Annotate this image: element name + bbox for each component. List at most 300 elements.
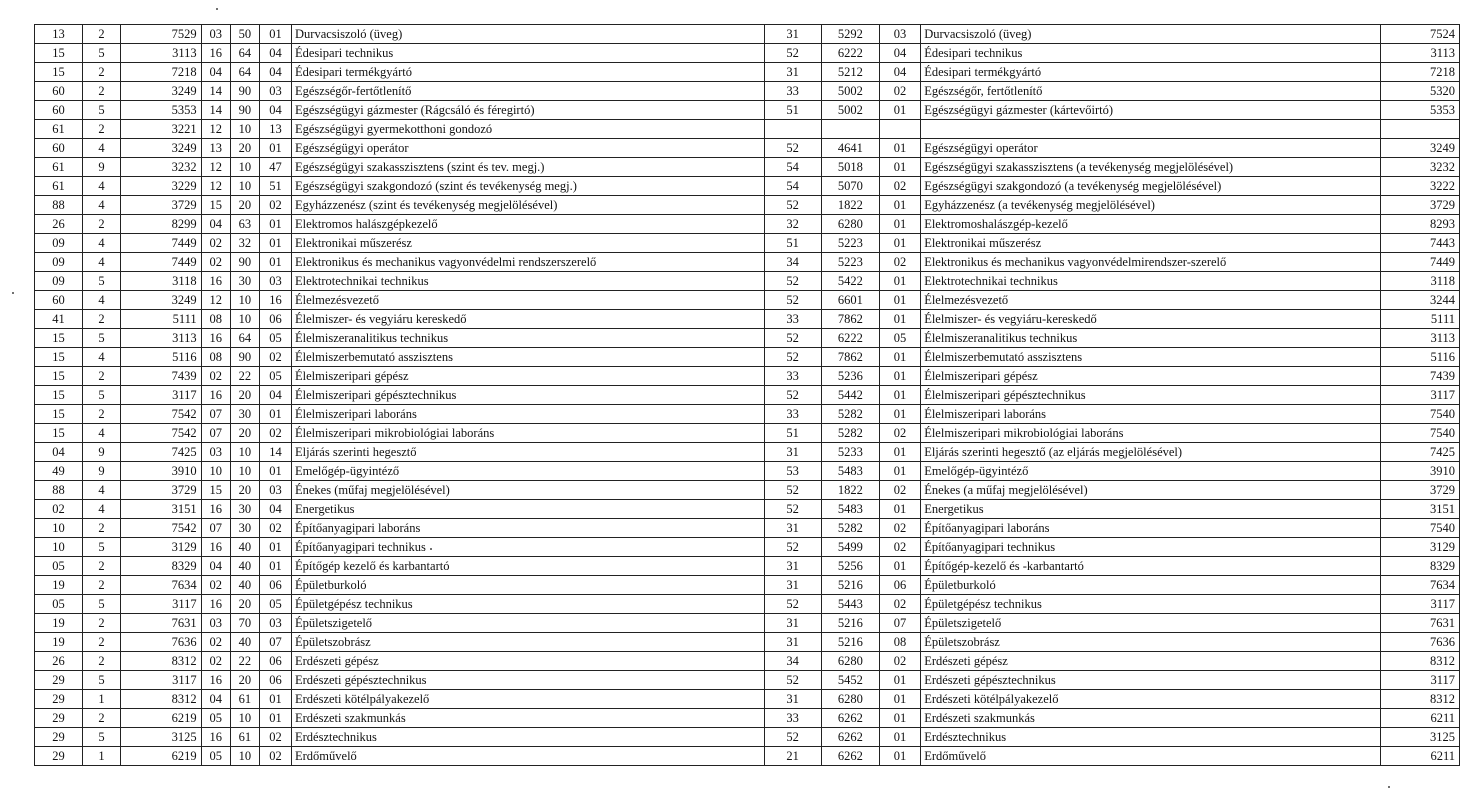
- group-code-cell: 16: [201, 538, 230, 557]
- area-code-cell: 15: [35, 348, 83, 367]
- subgroup-code-cell: 90: [230, 348, 259, 367]
- level-code-cell: 4: [82, 234, 120, 253]
- scan-speck: [12, 292, 14, 294]
- subgroup-code-cell: 30: [230, 519, 259, 538]
- group-code-cell: 05: [201, 709, 230, 728]
- new-feor-code-cell: 7540: [1381, 519, 1460, 538]
- new-occupation-name-cell: Egészségügyi szakasszisztens (a tevékenység megjelölésével): [921, 158, 1381, 177]
- new-serial-cell: 03: [879, 25, 920, 44]
- level-code-cell: 2: [82, 63, 120, 82]
- level-code-cell: 5: [82, 386, 120, 405]
- subgroup-code-cell: 10: [230, 158, 259, 177]
- table-row: [35, 158, 1460, 177]
- serial-code-cell: 01: [260, 462, 292, 481]
- feor-code-cell: 7634: [121, 576, 202, 595]
- feor-code-cell: 6219: [121, 747, 202, 766]
- level-code-cell: 2: [82, 25, 120, 44]
- feor-code-cell: 3910: [121, 462, 202, 481]
- old-occupation-name-cell: Élelmiszeripari gépész: [292, 367, 765, 386]
- new-feor-code-cell: 5111: [1381, 310, 1460, 329]
- new-occupation-name-cell: Élelmiszeripari gépész: [921, 367, 1381, 386]
- table-row: [35, 101, 1460, 120]
- new-occupation-name-cell: Egészségügyi operátor: [921, 139, 1381, 158]
- feor-code-cell: 3249: [121, 82, 202, 101]
- group-code-cell: 15: [201, 196, 230, 215]
- serial-code-cell: 01: [260, 405, 292, 424]
- old-occupation-name-cell: Erdészeti gépésztechnikus: [292, 671, 765, 690]
- serial-code-cell: 02: [260, 348, 292, 367]
- feor-code-cell: 3229: [121, 177, 202, 196]
- new-feor-code-cell: 7634: [1381, 576, 1460, 595]
- level-code-cell: 5: [82, 595, 120, 614]
- new-code-cell: 5223: [821, 253, 879, 272]
- subgroup-code-cell: 61: [230, 690, 259, 709]
- level-code-cell: 2: [82, 633, 120, 652]
- area-code-cell: 15: [35, 63, 83, 82]
- subgroup-code-cell: 10: [230, 291, 259, 310]
- serial-code-cell: 02: [260, 424, 292, 443]
- feor-code-cell: 7542: [121, 405, 202, 424]
- new-occupation-name-cell: Egészségügyi szakgondozó (a tevékenység megjelölésével): [921, 177, 1381, 196]
- new-occupation-name-cell: Erdészeti gépésztechnikus: [921, 671, 1381, 690]
- new-feor-code-cell: 3113: [1381, 44, 1460, 63]
- serial-code-cell: 04: [260, 386, 292, 405]
- level-code-cell: 9: [82, 443, 120, 462]
- old-occupation-name-cell: Egészségügyi operátor: [292, 139, 765, 158]
- group-code-cell: 12: [201, 291, 230, 310]
- area-code-cell: 15: [35, 424, 83, 443]
- level-code-cell: 5: [82, 272, 120, 291]
- group-code-cell: 07: [201, 424, 230, 443]
- new-occupation-name-cell: Épületgépész technikus: [921, 595, 1381, 614]
- area-code-cell: 88: [35, 196, 83, 215]
- area-code-cell: 09: [35, 253, 83, 272]
- serial-code-cell: 02: [260, 728, 292, 747]
- area-code-cell: 29: [35, 747, 83, 766]
- group-code-cell: 14: [201, 82, 230, 101]
- table-row: [35, 481, 1460, 500]
- level-code-cell: 2: [82, 576, 120, 595]
- new-level-cell: 52: [764, 595, 821, 614]
- area-code-cell: 26: [35, 652, 83, 671]
- subgroup-code-cell: 10: [230, 462, 259, 481]
- new-serial-cell: 01: [879, 291, 920, 310]
- new-serial-cell: 01: [879, 139, 920, 158]
- feor-code-cell: 7439: [121, 367, 202, 386]
- level-code-cell: 9: [82, 462, 120, 481]
- new-serial-cell: 04: [879, 63, 920, 82]
- feor-code-cell: 5116: [121, 348, 202, 367]
- area-code-cell: 19: [35, 614, 83, 633]
- feor-code-cell: 3129: [121, 538, 202, 557]
- old-occupation-name-cell: Élelmiszerbemutató asszisztens: [292, 348, 765, 367]
- feor-code-cell: 3118: [121, 272, 202, 291]
- group-code-cell: 15: [201, 481, 230, 500]
- old-occupation-name-cell: Elektromos halászgépkezelő: [292, 215, 765, 234]
- level-code-cell: 4: [82, 291, 120, 310]
- new-code-cell: 5282: [821, 424, 879, 443]
- old-occupation-name-cell: Építőgép kezelő és karbantartó: [292, 557, 765, 576]
- new-occupation-name-cell: Elektronikai műszerész: [921, 234, 1381, 253]
- new-code-cell: 5002: [821, 101, 879, 120]
- new-occupation-name-cell: Élelmiszer- és vegyiáru-kereskedő: [921, 310, 1381, 329]
- new-feor-code-cell: 7540: [1381, 424, 1460, 443]
- feor-code-cell: 3117: [121, 671, 202, 690]
- subgroup-code-cell: 20: [230, 386, 259, 405]
- table-row: [35, 405, 1460, 424]
- old-occupation-name-cell: Egészségügyi gázmester (Rágcsáló és féregirtó): [292, 101, 765, 120]
- feor-code-cell: 3117: [121, 595, 202, 614]
- new-level-cell: [764, 120, 821, 139]
- new-code-cell: 6601: [821, 291, 879, 310]
- new-code-cell: 6222: [821, 44, 879, 63]
- new-feor-code-cell: 3117: [1381, 595, 1460, 614]
- group-code-cell: 02: [201, 367, 230, 386]
- old-occupation-name-cell: Erdészeti szakmunkás: [292, 709, 765, 728]
- old-occupation-name-cell: Erdőművelő: [292, 747, 765, 766]
- new-level-cell: 31: [764, 557, 821, 576]
- serial-code-cell: 13: [260, 120, 292, 139]
- new-serial-cell: 02: [879, 177, 920, 196]
- new-occupation-name-cell: Épületszobrász: [921, 633, 1381, 652]
- table-row: [35, 139, 1460, 158]
- new-level-cell: 31: [764, 25, 821, 44]
- new-level-cell: 21: [764, 747, 821, 766]
- group-code-cell: 16: [201, 329, 230, 348]
- table-row: [35, 291, 1460, 310]
- old-occupation-name-cell: Emelőgép-ügyintéző: [292, 462, 765, 481]
- new-level-cell: 31: [764, 576, 821, 595]
- new-level-cell: 51: [764, 101, 821, 120]
- level-code-cell: 2: [82, 367, 120, 386]
- feor-code-cell: 7636: [121, 633, 202, 652]
- new-occupation-name-cell: Elektrotechnikai technikus: [921, 272, 1381, 291]
- subgroup-code-cell: 20: [230, 424, 259, 443]
- table-row: [35, 25, 1460, 44]
- table-row: [35, 196, 1460, 215]
- feor-code-cell: 3117: [121, 386, 202, 405]
- area-code-cell: 29: [35, 690, 83, 709]
- new-serial-cell: 02: [879, 652, 920, 671]
- old-occupation-name-cell: Élelmezésvezető: [292, 291, 765, 310]
- area-code-cell: 61: [35, 120, 83, 139]
- feor-code-cell: 8312: [121, 652, 202, 671]
- feor-code-cell: 5111: [121, 310, 202, 329]
- table-row: [35, 690, 1460, 709]
- scan-speck: [216, 8, 218, 10]
- area-code-cell: 29: [35, 671, 83, 690]
- new-occupation-name-cell: Emelőgép-ügyintéző: [921, 462, 1381, 481]
- area-code-cell: 02: [35, 500, 83, 519]
- new-feor-code-cell: 6211: [1381, 747, 1460, 766]
- new-serial-cell: 01: [879, 386, 920, 405]
- feor-code-cell: 3151: [121, 500, 202, 519]
- new-occupation-name-cell: Eljárás szerinti hegesztő (az eljárás megjelölésével): [921, 443, 1381, 462]
- group-code-cell: 16: [201, 500, 230, 519]
- level-code-cell: 2: [82, 557, 120, 576]
- area-code-cell: 15: [35, 329, 83, 348]
- new-feor-code-cell: 5320: [1381, 82, 1460, 101]
- area-code-cell: 60: [35, 101, 83, 120]
- old-occupation-name-cell: Energetikus: [292, 500, 765, 519]
- subgroup-code-cell: 10: [230, 310, 259, 329]
- area-code-cell: 60: [35, 139, 83, 158]
- table-row: [35, 595, 1460, 614]
- subgroup-code-cell: 64: [230, 63, 259, 82]
- new-feor-code-cell: 3222: [1381, 177, 1460, 196]
- subgroup-code-cell: 20: [230, 481, 259, 500]
- subgroup-code-cell: 64: [230, 329, 259, 348]
- new-occupation-name-cell: Építőanyagipari technikus: [921, 538, 1381, 557]
- scan-speck: [430, 548, 432, 550]
- new-level-cell: 54: [764, 158, 821, 177]
- new-occupation-name-cell: Elektromoshalászgép-kezelő: [921, 215, 1381, 234]
- new-feor-code-cell: 3232: [1381, 158, 1460, 177]
- new-serial-cell: [879, 120, 920, 139]
- new-feor-code-cell: 8293: [1381, 215, 1460, 234]
- new-occupation-name-cell: Elektronikus és mechanikus vagyonvédelmirendszer-szerelő: [921, 253, 1381, 272]
- new-feor-code-cell: 5116: [1381, 348, 1460, 367]
- table-row: [35, 500, 1460, 519]
- subgroup-code-cell: 70: [230, 614, 259, 633]
- serial-code-cell: 04: [260, 44, 292, 63]
- subgroup-code-cell: 10: [230, 747, 259, 766]
- level-code-cell: 4: [82, 196, 120, 215]
- new-feor-code-cell: 6211: [1381, 709, 1460, 728]
- old-occupation-name-cell: Erdésztechnikus: [292, 728, 765, 747]
- new-serial-cell: 01: [879, 728, 920, 747]
- new-feor-code-cell: 3729: [1381, 481, 1460, 500]
- level-code-cell: 1: [82, 690, 120, 709]
- new-feor-code-cell: 7631: [1381, 614, 1460, 633]
- group-code-cell: 08: [201, 310, 230, 329]
- serial-code-cell: 03: [260, 481, 292, 500]
- new-level-cell: 52: [764, 196, 821, 215]
- new-level-cell: 52: [764, 386, 821, 405]
- serial-code-cell: 06: [260, 576, 292, 595]
- serial-code-cell: 06: [260, 652, 292, 671]
- old-occupation-name-cell: Épületburkoló: [292, 576, 765, 595]
- serial-code-cell: 05: [260, 595, 292, 614]
- new-code-cell: [821, 120, 879, 139]
- level-code-cell: 4: [82, 424, 120, 443]
- old-occupation-name-cell: Egészségőr-fertőtlenítő: [292, 82, 765, 101]
- old-occupation-name-cell: Elektronikai műszerész: [292, 234, 765, 253]
- new-feor-code-cell: 3910: [1381, 462, 1460, 481]
- table-row: [35, 728, 1460, 747]
- new-feor-code-cell: [1381, 120, 1460, 139]
- serial-code-cell: 04: [260, 500, 292, 519]
- serial-code-cell: 01: [260, 253, 292, 272]
- feor-code-cell: 7218: [121, 63, 202, 82]
- new-level-cell: 52: [764, 139, 821, 158]
- new-feor-code-cell: 8329: [1381, 557, 1460, 576]
- group-code-cell: 02: [201, 253, 230, 272]
- level-code-cell: 2: [82, 405, 120, 424]
- subgroup-code-cell: 64: [230, 44, 259, 63]
- new-serial-cell: 01: [879, 443, 920, 462]
- new-occupation-name-cell: Énekes (a műfaj megjelölésével): [921, 481, 1381, 500]
- new-feor-code-cell: 3125: [1381, 728, 1460, 747]
- feor-code-cell: 7425: [121, 443, 202, 462]
- subgroup-code-cell: 20: [230, 139, 259, 158]
- old-occupation-name-cell: Erdészeti kötélpályakezelő: [292, 690, 765, 709]
- level-code-cell: 2: [82, 82, 120, 101]
- new-serial-cell: 07: [879, 614, 920, 633]
- area-code-cell: 15: [35, 44, 83, 63]
- new-occupation-name-cell: Építőanyagipari laboráns: [921, 519, 1381, 538]
- new-occupation-name-cell: [921, 120, 1381, 139]
- new-serial-cell: 05: [879, 329, 920, 348]
- new-serial-cell: 01: [879, 500, 920, 519]
- area-code-cell: 15: [35, 386, 83, 405]
- group-code-cell: 16: [201, 272, 230, 291]
- new-code-cell: 5236: [821, 367, 879, 386]
- area-code-cell: 61: [35, 158, 83, 177]
- new-serial-cell: 01: [879, 557, 920, 576]
- new-level-cell: 33: [764, 82, 821, 101]
- area-code-cell: 29: [35, 728, 83, 747]
- new-code-cell: 6262: [821, 747, 879, 766]
- table-row: [35, 44, 1460, 63]
- feor-code-cell: 7529: [121, 25, 202, 44]
- table-row: [35, 709, 1460, 728]
- serial-code-cell: 01: [260, 709, 292, 728]
- feor-code-cell: 6219: [121, 709, 202, 728]
- new-serial-cell: 02: [879, 253, 920, 272]
- new-feor-code-cell: 7540: [1381, 405, 1460, 424]
- table-row: [35, 633, 1460, 652]
- level-code-cell: 2: [82, 519, 120, 538]
- area-code-cell: 09: [35, 234, 83, 253]
- new-code-cell: 6280: [821, 215, 879, 234]
- feor-code-cell: 7542: [121, 424, 202, 443]
- new-serial-cell: 01: [879, 158, 920, 177]
- old-occupation-name-cell: Elektronikus és mechanikus vagyonvédelmi rendszerszerelő: [292, 253, 765, 272]
- new-serial-cell: 02: [879, 82, 920, 101]
- new-serial-cell: 02: [879, 595, 920, 614]
- new-feor-code-cell: 7443: [1381, 234, 1460, 253]
- new-level-cell: 52: [764, 348, 821, 367]
- new-occupation-name-cell: Édesipari termékgyártó: [921, 63, 1381, 82]
- new-level-cell: 51: [764, 424, 821, 443]
- new-level-cell: 31: [764, 519, 821, 538]
- new-code-cell: 5002: [821, 82, 879, 101]
- new-occupation-name-cell: Erdőművelő: [921, 747, 1381, 766]
- new-level-cell: 31: [764, 63, 821, 82]
- new-serial-cell: 01: [879, 405, 920, 424]
- table-body: [35, 25, 1460, 766]
- table-row: [35, 462, 1460, 481]
- table-row: [35, 671, 1460, 690]
- level-code-cell: 2: [82, 652, 120, 671]
- new-feor-code-cell: 3129: [1381, 538, 1460, 557]
- subgroup-code-cell: 32: [230, 234, 259, 253]
- table-row: [35, 443, 1460, 462]
- new-occupation-name-cell: Élelmiszeranalitikus technikus: [921, 329, 1381, 348]
- new-occupation-name-cell: Erdészeti szakmunkás: [921, 709, 1381, 728]
- old-occupation-name-cell: Élelmiszer- és vegyiáru kereskedő: [292, 310, 765, 329]
- subgroup-code-cell: 30: [230, 405, 259, 424]
- group-code-cell: 12: [201, 120, 230, 139]
- level-code-cell: 2: [82, 215, 120, 234]
- group-code-cell: 02: [201, 234, 230, 253]
- old-occupation-name-cell: Elektrotechnikai technikus: [292, 272, 765, 291]
- new-code-cell: 6280: [821, 652, 879, 671]
- new-code-cell: 5216: [821, 633, 879, 652]
- new-level-cell: 31: [764, 633, 821, 652]
- new-feor-code-cell: 5353: [1381, 101, 1460, 120]
- new-code-cell: 5018: [821, 158, 879, 177]
- new-occupation-name-cell: Durvacsiszoló (üveg): [921, 25, 1381, 44]
- table-row: [35, 215, 1460, 234]
- feor-code-cell: 3221: [121, 120, 202, 139]
- table-row: [35, 310, 1460, 329]
- feor-code-cell: 3249: [121, 291, 202, 310]
- area-code-cell: 61: [35, 177, 83, 196]
- new-feor-code-cell: 7439: [1381, 367, 1460, 386]
- new-code-cell: 5499: [821, 538, 879, 557]
- old-occupation-name-cell: Élelmiszeripari laboráns: [292, 405, 765, 424]
- table-row: [35, 747, 1460, 766]
- new-feor-code-cell: 3118: [1381, 272, 1460, 291]
- subgroup-code-cell: 22: [230, 652, 259, 671]
- serial-code-cell: 01: [260, 139, 292, 158]
- group-code-cell: 16: [201, 728, 230, 747]
- new-code-cell: 5256: [821, 557, 879, 576]
- area-code-cell: 10: [35, 519, 83, 538]
- table-row: [35, 424, 1460, 443]
- new-occupation-name-cell: Egészségőr, fertőtlenítő: [921, 82, 1381, 101]
- serial-code-cell: 03: [260, 272, 292, 291]
- serial-code-cell: 03: [260, 82, 292, 101]
- level-code-cell: 2: [82, 614, 120, 633]
- new-occupation-name-cell: Élelmiszeripari gépésztechnikus: [921, 386, 1381, 405]
- level-code-cell: 4: [82, 177, 120, 196]
- new-code-cell: 5216: [821, 576, 879, 595]
- new-occupation-name-cell: Energetikus: [921, 500, 1381, 519]
- table-row: [35, 82, 1460, 101]
- area-code-cell: 26: [35, 215, 83, 234]
- serial-code-cell: 04: [260, 63, 292, 82]
- feor-code-cell: 7631: [121, 614, 202, 633]
- new-code-cell: 5212: [821, 63, 879, 82]
- new-code-cell: 5282: [821, 519, 879, 538]
- serial-code-cell: 04: [260, 101, 292, 120]
- group-code-cell: 08: [201, 348, 230, 367]
- feor-code-cell: 5353: [121, 101, 202, 120]
- group-code-cell: 10: [201, 462, 230, 481]
- new-serial-cell: 01: [879, 234, 920, 253]
- group-code-cell: 03: [201, 614, 230, 633]
- area-code-cell: 13: [35, 25, 83, 44]
- serial-code-cell: 05: [260, 367, 292, 386]
- new-serial-cell: 02: [879, 519, 920, 538]
- feor-code-cell: 8329: [121, 557, 202, 576]
- new-level-cell: 31: [764, 690, 821, 709]
- new-occupation-name-cell: Erdészeti kötélpályakezelő: [921, 690, 1381, 709]
- old-occupation-name-cell: Erdészeti gépész: [292, 652, 765, 671]
- new-level-cell: 33: [764, 709, 821, 728]
- serial-code-cell: 47: [260, 158, 292, 177]
- subgroup-code-cell: 50: [230, 25, 259, 44]
- new-serial-cell: 01: [879, 709, 920, 728]
- new-level-cell: 52: [764, 44, 821, 63]
- new-feor-code-cell: 7636: [1381, 633, 1460, 652]
- serial-code-cell: 01: [260, 557, 292, 576]
- feor-code-cell: 3729: [121, 481, 202, 500]
- area-code-cell: 05: [35, 595, 83, 614]
